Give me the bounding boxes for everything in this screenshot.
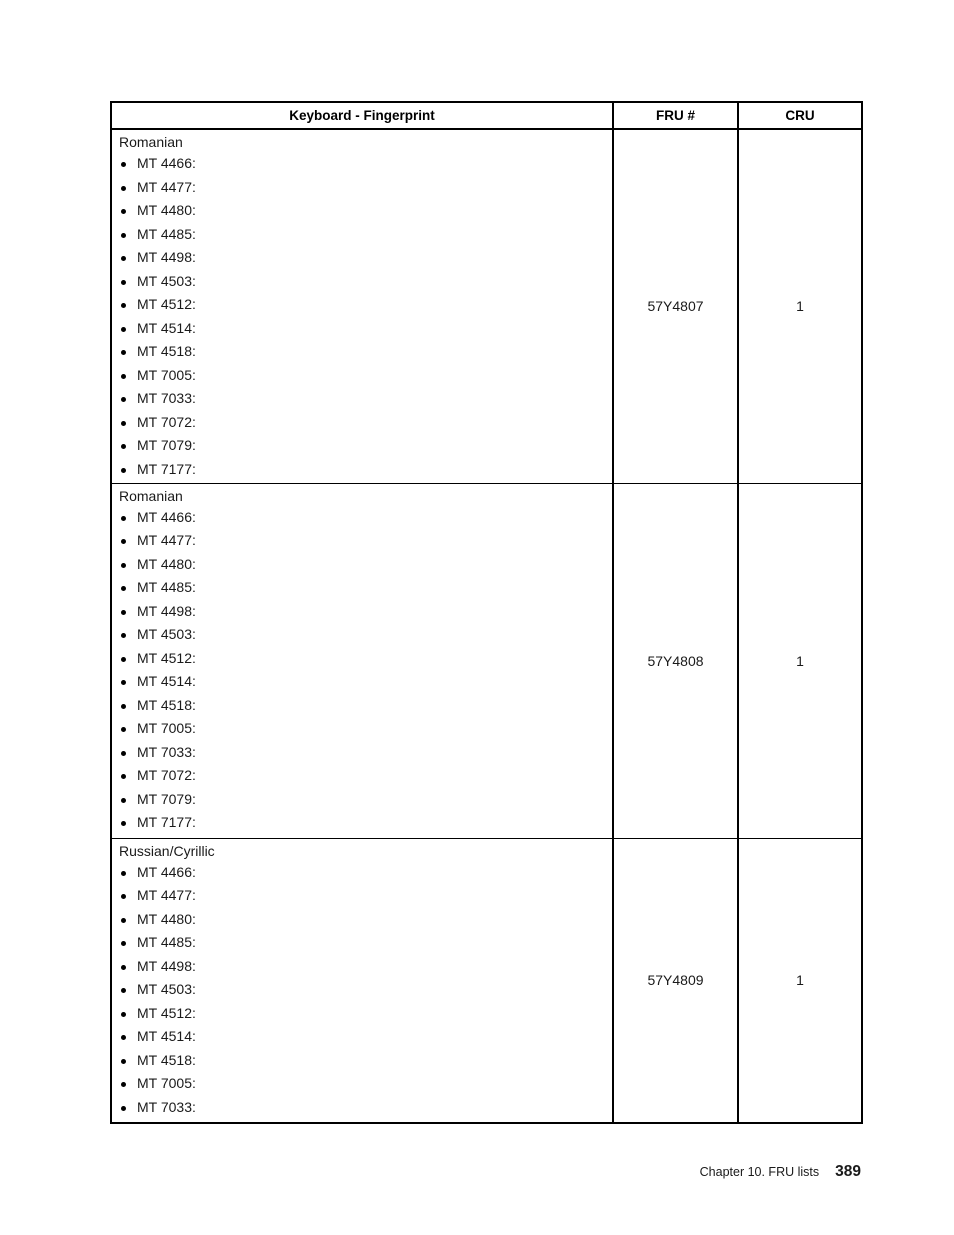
list-item [120, 741, 612, 765]
keyboard-language: Romanian [119, 487, 183, 504]
list-item [120, 317, 612, 341]
machine-type: MT 4466: [137, 508, 196, 525]
machine-type: MT 4512: [137, 649, 196, 666]
machine-type: MT 7005: [137, 720, 196, 736]
machine-type: MT 4498: [137, 602, 196, 619]
table-row [111, 838, 862, 1123]
keyboard-language: Russian/Cyrillic [119, 842, 215, 859]
bullet-icon [121, 774, 126, 779]
machine-type: MT 4498: [137, 249, 196, 265]
list-item [120, 553, 612, 577]
machine-type-list [112, 861, 612, 1120]
bullet-icon [121, 610, 126, 615]
list-item [120, 458, 612, 482]
description-cell [111, 129, 613, 483]
list-item [120, 176, 612, 200]
table-row [111, 129, 862, 483]
cru-value: 1 [738, 129, 862, 483]
machine-type: MT 4503: [137, 272, 196, 289]
machine-type: MT 7177: [137, 460, 196, 477]
header-keyboard-fingerprint: Keyboard - Fingerprint [111, 102, 613, 129]
list-item [120, 600, 612, 624]
fru-number: 57Y4808 [613, 483, 738, 838]
list-item [120, 694, 612, 718]
bullet-icon [121, 256, 126, 261]
machine-type: MT 7079: [137, 437, 196, 453]
list-item [120, 1072, 612, 1096]
list-item [120, 623, 612, 647]
list-item [120, 246, 612, 270]
bullet-icon [121, 1059, 126, 1064]
bullet-icon [121, 280, 126, 285]
header-cru: CRU [738, 102, 862, 129]
machine-type: MT 4514: [137, 1028, 196, 1044]
bullet-icon [121, 1012, 126, 1017]
machine-type: MT 4518: [137, 343, 196, 359]
machine-type: MT 7033: [137, 743, 196, 760]
fru-number: 57Y4809 [613, 838, 738, 1123]
machine-type: MT 7079: [137, 790, 196, 807]
list-item [120, 978, 612, 1002]
machine-type: MT 7005: [137, 366, 196, 383]
list-item [120, 434, 612, 458]
table-header [111, 102, 862, 129]
bullet-icon [121, 539, 126, 544]
cru-value: 1 [738, 838, 862, 1123]
machine-type: MT 4503: [137, 981, 196, 997]
bullet-icon [121, 444, 126, 449]
list-item [120, 506, 612, 530]
bullet-icon [121, 751, 126, 756]
list-item [120, 931, 612, 955]
list-item [120, 764, 612, 788]
machine-type: MT 4518: [137, 1051, 196, 1068]
machine-type: MT 4480: [137, 910, 196, 927]
bullet-icon [121, 894, 126, 899]
machine-type: MT 4466: [137, 863, 196, 880]
bullet-icon [121, 704, 126, 709]
list-item [120, 576, 612, 600]
list-item [120, 647, 612, 671]
list-item [120, 364, 612, 388]
machine-type: MT 7072: [137, 767, 196, 783]
machine-type: MT 4485: [137, 579, 196, 595]
page-number: 389 [835, 1163, 861, 1180]
list-item [120, 340, 612, 364]
machine-type: MT 4485: [137, 934, 196, 950]
bullet-icon [121, 918, 126, 923]
machine-type: MT 4466: [137, 155, 196, 171]
list-item [120, 411, 612, 435]
bullet-icon [121, 563, 126, 568]
machine-type: MT 4514: [137, 673, 196, 689]
list-item [120, 1049, 612, 1073]
bullet-icon [121, 303, 126, 308]
bullet-icon [121, 1082, 126, 1087]
bullet-icon [121, 871, 126, 876]
chapter-title: Chapter 10. FRU lists [699, 1165, 820, 1179]
machine-type-list [112, 506, 612, 835]
description-cell [111, 838, 613, 1123]
machine-type: MT 4498: [137, 957, 196, 974]
list-item [120, 529, 612, 553]
machine-type: MT 7072: [137, 413, 196, 430]
bullet-icon [121, 186, 126, 191]
list-item [120, 270, 612, 294]
list-item [120, 884, 612, 908]
bullet-icon [121, 233, 126, 238]
machine-type-list [112, 152, 612, 481]
machine-type: MT 4514: [137, 319, 196, 336]
bullet-icon [121, 727, 126, 732]
description-cell [111, 483, 613, 838]
bullet-icon [121, 516, 126, 521]
machine-type: MT 4512: [137, 296, 196, 312]
bullet-icon [121, 633, 126, 638]
bullet-icon [121, 988, 126, 993]
bullet-icon [121, 374, 126, 379]
list-item [120, 955, 612, 979]
bullet-icon [121, 162, 126, 167]
bullet-icon [121, 327, 126, 332]
list-item [120, 788, 612, 812]
fru-number: 57Y4807 [613, 129, 738, 483]
machine-type: MT 7005: [137, 1075, 196, 1091]
bullet-icon [121, 798, 126, 803]
list-item [120, 152, 612, 176]
bullet-icon [121, 586, 126, 591]
machine-type: MT 4512: [137, 1004, 196, 1021]
bullet-icon [121, 397, 126, 402]
bullet-icon [121, 209, 126, 214]
fru-table [110, 101, 863, 1124]
cru-value: 1 [738, 483, 862, 838]
machine-type: MT 7033: [137, 1098, 196, 1115]
list-item [120, 861, 612, 885]
bullet-icon [121, 941, 126, 946]
bullet-icon [121, 421, 126, 426]
list-item [120, 717, 612, 741]
list-item [120, 387, 612, 411]
machine-type: MT 4503: [137, 626, 196, 642]
header-fru: FRU # [613, 102, 738, 129]
machine-type: MT 4477: [137, 887, 196, 903]
machine-type: MT 4477: [137, 178, 196, 195]
bullet-icon [121, 350, 126, 355]
list-item [120, 199, 612, 223]
machine-type: MT 4480: [137, 202, 196, 218]
machine-type: MT 7033: [137, 390, 196, 406]
bullet-icon [121, 965, 126, 970]
table-body [111, 129, 862, 1123]
keyboard-language: Romanian [119, 134, 183, 150]
list-item [120, 1096, 612, 1120]
list-item [120, 223, 612, 247]
list-item [120, 293, 612, 317]
list-item [120, 908, 612, 932]
list-item [120, 1025, 612, 1049]
bullet-icon [121, 1035, 126, 1040]
bullet-icon [121, 1106, 126, 1111]
machine-type: MT 7177: [137, 814, 196, 830]
machine-type: MT 4480: [137, 555, 196, 572]
bullet-icon [121, 821, 126, 826]
table-row [111, 483, 862, 838]
bullet-icon [121, 657, 126, 662]
machine-type: MT 4518: [137, 696, 196, 713]
list-item [120, 670, 612, 694]
machine-type: MT 4477: [137, 532, 196, 548]
machine-type: MT 4485: [137, 225, 196, 242]
page-footer [700, 1163, 861, 1181]
bullet-icon [121, 680, 126, 685]
list-item [120, 811, 612, 835]
bullet-icon [121, 468, 126, 473]
list-item [120, 1002, 612, 1026]
